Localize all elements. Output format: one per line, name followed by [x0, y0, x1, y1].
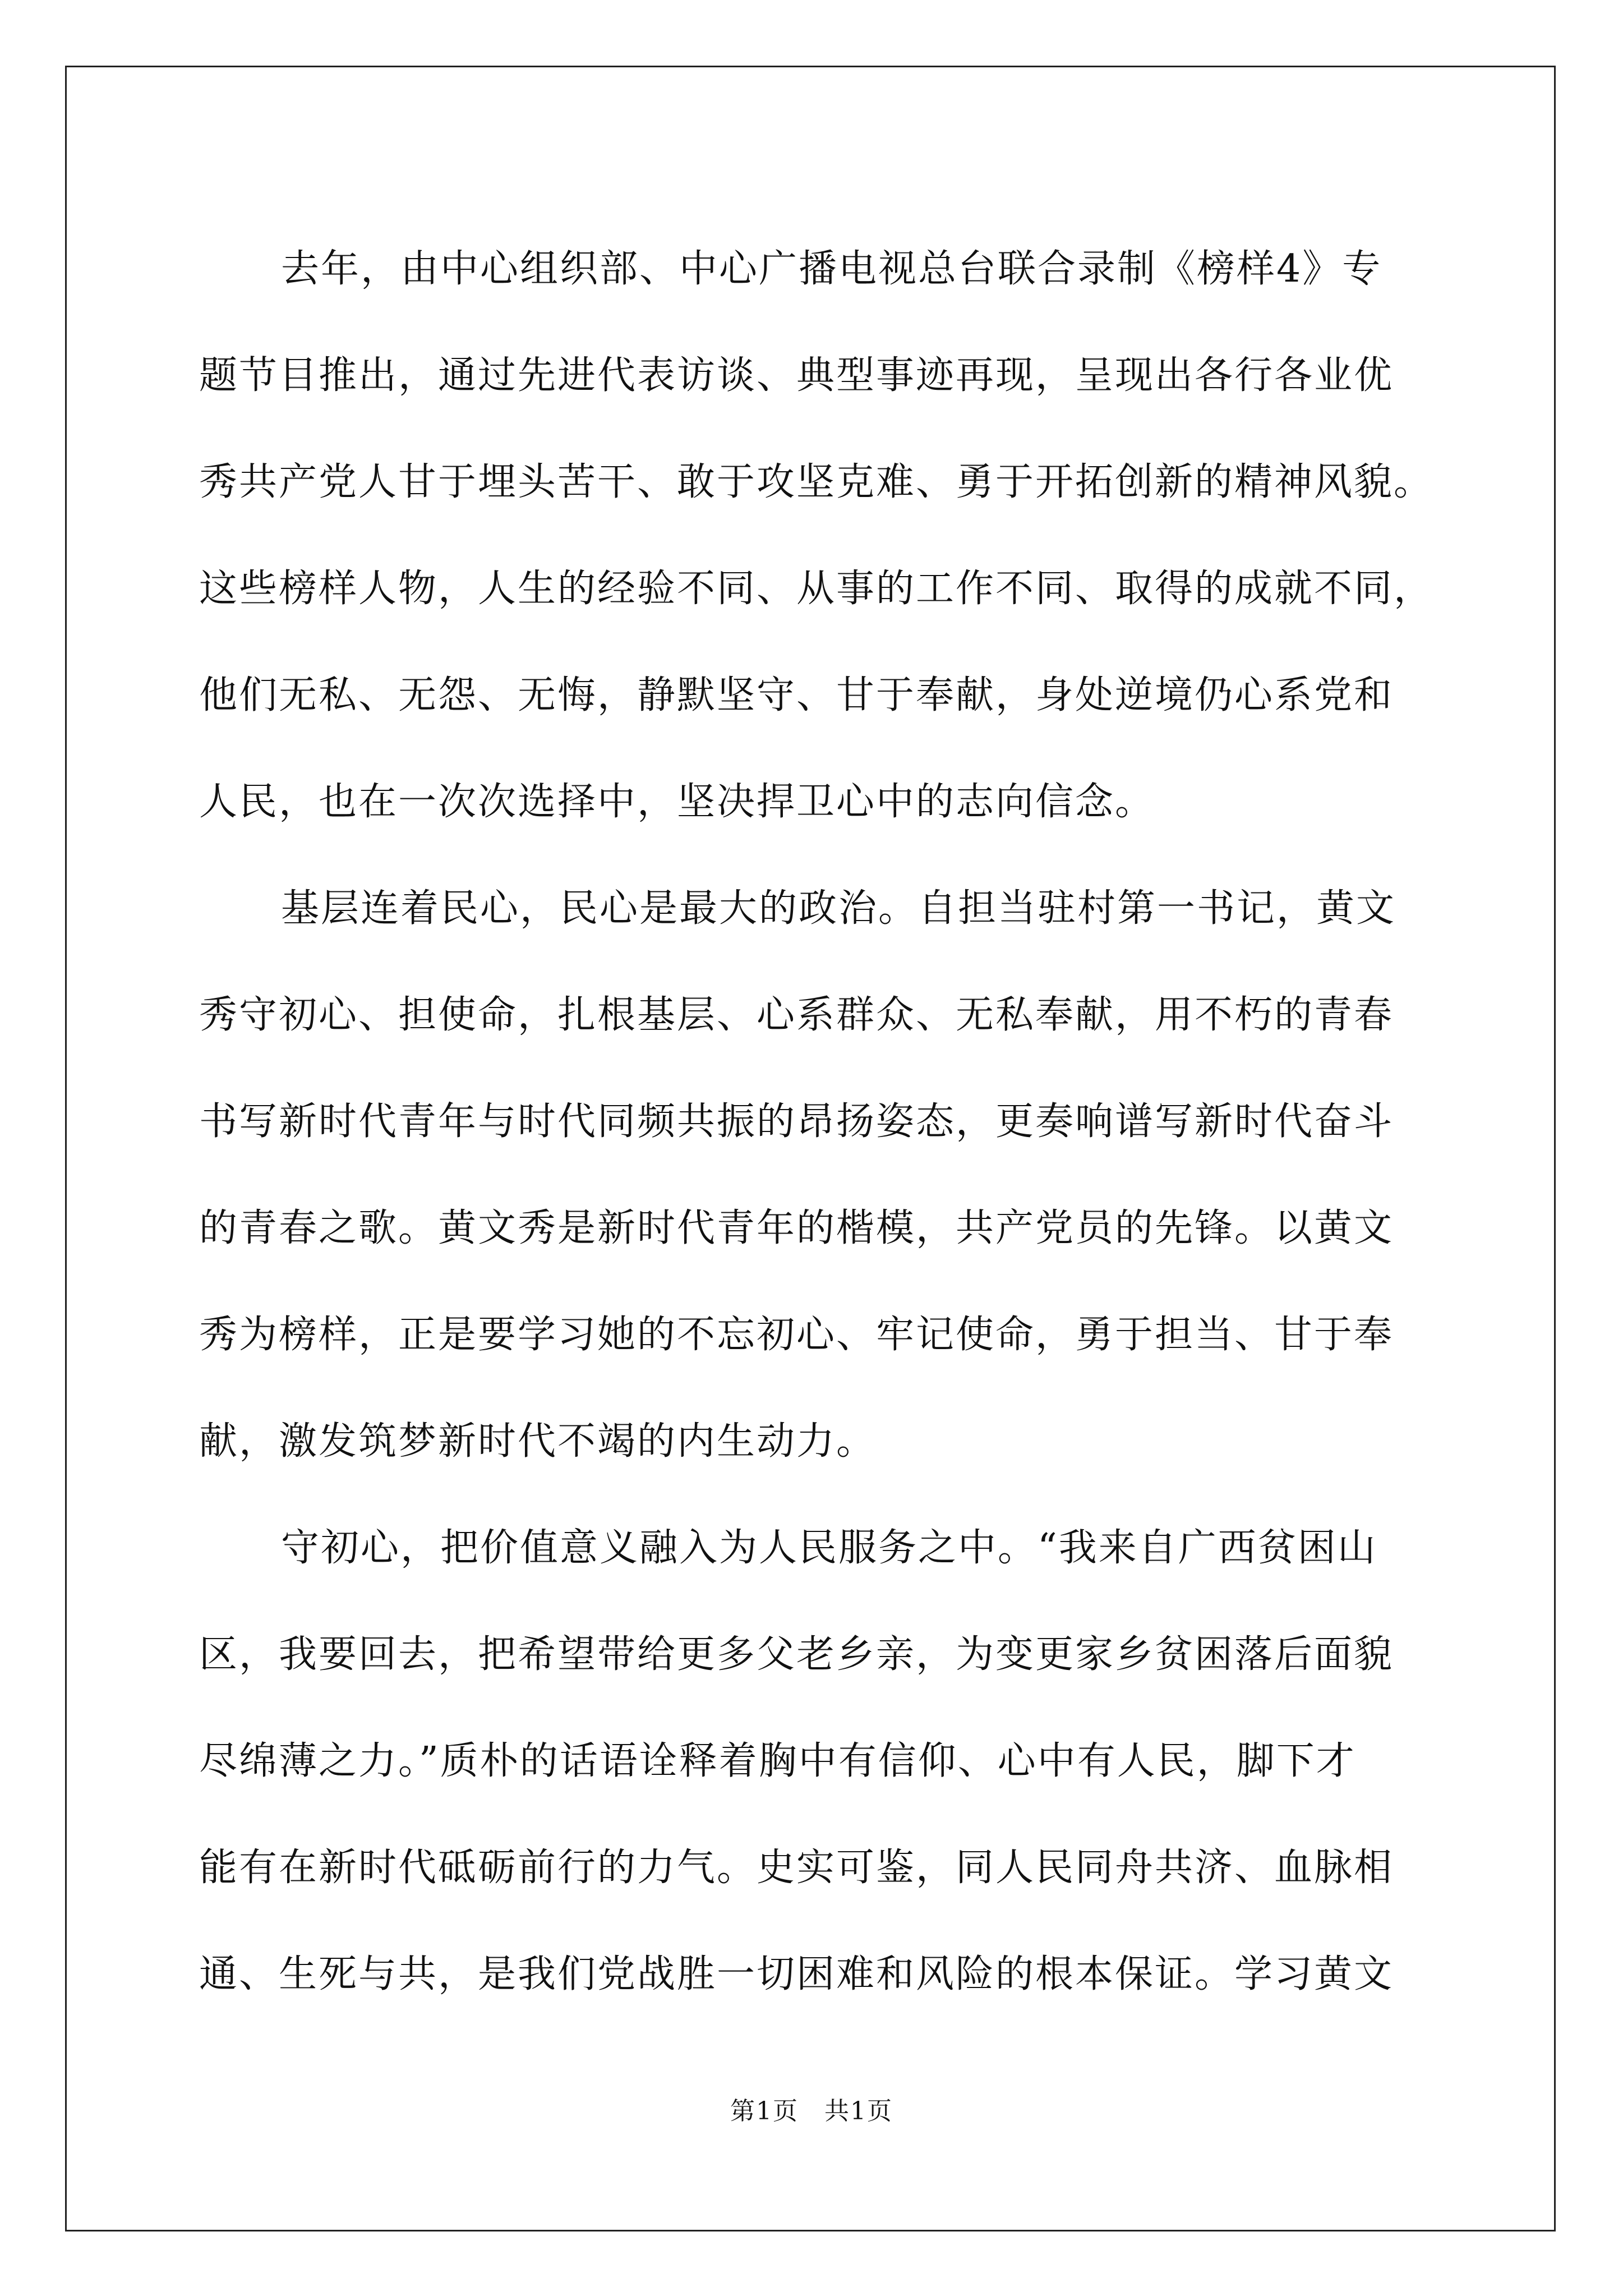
paragraph-1-line-3: 秀共产党人甘于埋头苦干、敢于攻坚克难、勇于开拓创新的精神风貌。 [199, 460, 1434, 504]
paragraph-3-line-4: 能有在新时代砥砺前行的力气。史实可鉴，同人民同舟共济、血脉相 [199, 1846, 1394, 1890]
document-body [199, 216, 1434, 2028]
paragraph-3-line-5: 通、生死与共，是我们党战胜一切困难和风险的根本保证。学习黄文 [199, 1952, 1394, 1996]
paragraph-1-line-5: 他们无私、无怨、无悔，静默坚守、甘于奉献，身处逆境仍心系党和 [199, 673, 1394, 717]
paragraph-2-line-2: 秀守初心、担使命，扎根基层、心系群众、无私奉献，用不朽的青春 [199, 993, 1394, 1037]
paragraph-3-line-2: 区，我要回去，把希望带给更多父老乡亲，为变更家乡贫困落后面貌 [199, 1632, 1394, 1677]
paragraph-2-line-4: 的青春之歌。黄文秀是新时代青年的楷模，共产党员的先锋。以黄文 [199, 1206, 1394, 1250]
paragraph-2-line-5: 秀为榜样，正是要学习她的不忘初心、牢记使命，勇于担当、甘于奉 [199, 1313, 1394, 1357]
paragraph-2-line-1: 基层连着民心，民心是最大的政治。自担当驻村第一书记，黄文 [281, 886, 1396, 931]
paragraph-3-line-3: 尽绵薄之力。”质朴的话语诠释着胸中有信仰、心中有人民，脚下才 [199, 1739, 1356, 1783]
page-footer: 第1页 共1页 [730, 2097, 893, 2125]
paragraph-1-line-4: 这些榜样人物，人生的经验不同、从事的工作不同、取得的成就不同， [199, 567, 1434, 611]
paragraph-2-line-3: 书写新时代青年与时代同频共振的昂扬姿态，更奏响谱写新时代奋斗 [199, 1099, 1394, 1144]
paragraph-1-line-2: 题节目推出，通过先进代表访谈、典型事迹再现，呈现出各行各业优 [199, 353, 1394, 398]
paragraph-1-line-1: 去年，由中心组织部、中心广播电视总台联合录制《榜样4》专 [281, 247, 1382, 291]
paragraph-1-line-6: 人民，也在一次次选择中，坚决捍卫心中的志向信念。 [199, 780, 1155, 824]
paragraph-2-line-6: 献，激发筑梦新时代不竭的内生动力。 [199, 1419, 877, 1464]
paragraph-3-line-1: 守初心，把价值意义融入为人民服务之中。“我来自广西贫困山 [281, 1526, 1377, 1570]
